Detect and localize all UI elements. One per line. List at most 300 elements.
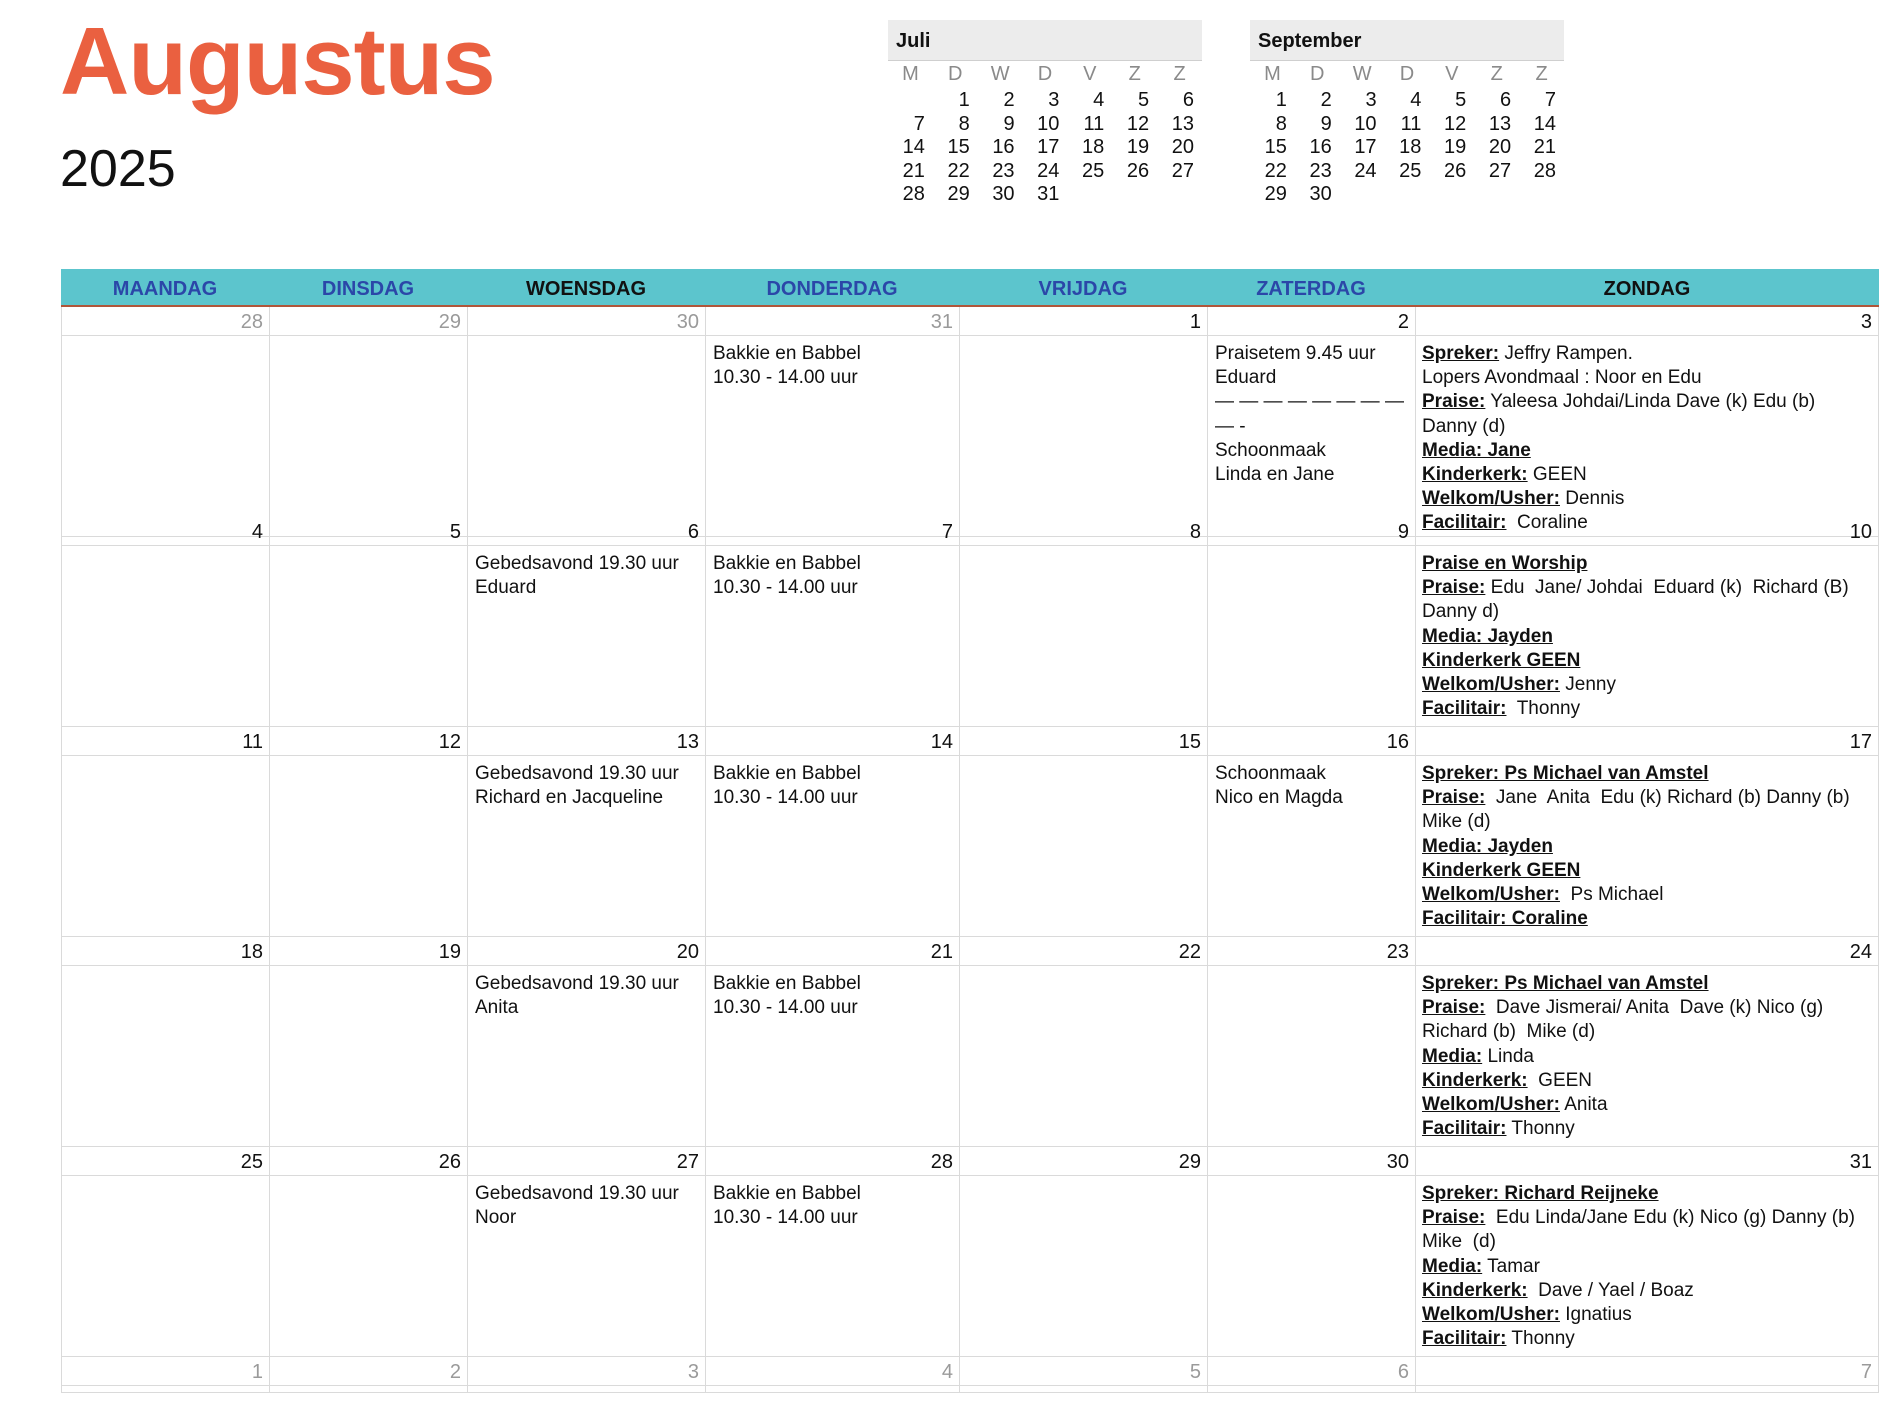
mini-week-row [888, 183, 1202, 207]
schedule-value: GEEN [1527, 1069, 1593, 1091]
day-number: 25 [62, 1147, 269, 1176]
mini-day: 11 [1083, 112, 1105, 135]
day-cell[interactable] [959, 727, 1207, 937]
schedule-value: Edu Jane/ Johdai Eduard (k) Richard (B) Danny d) [1422, 577, 1854, 623]
weekday-maandag: MAANDAG [112, 278, 218, 300]
schedule-role: Welkom/Usher: [1422, 488, 1560, 510]
schedule-line [1422, 972, 1874, 996]
mini-weekday-label: D [1310, 63, 1325, 85]
mini-day: 5 [1138, 89, 1150, 111]
schedule-line [1422, 439, 1874, 463]
mini-weekday-label: D [1037, 63, 1053, 85]
day-cell[interactable] [705, 307, 959, 537]
schedule-role: Facilitair: [1422, 512, 1507, 534]
sunday-schedule [1416, 336, 1878, 536]
mini-day: 27 [1171, 159, 1194, 182]
mini-calendar-title: September [1250, 20, 1564, 61]
event-text [960, 546, 1207, 552]
mini-day: 17 [1037, 136, 1060, 159]
event-text [270, 1176, 467, 1182]
day-number: 29 [270, 307, 467, 336]
mini-day: 1 [1275, 89, 1287, 111]
schedule-role: Kinderkerk: [1422, 1279, 1528, 1301]
schedule-value: Jane Anita Edu (k) Richard (b) Danny (b) Mike (d) [1422, 787, 1855, 833]
mini-day: 7 [913, 112, 925, 135]
schedule-line [1422, 786, 1874, 834]
day-cell[interactable] [1207, 1357, 1415, 1393]
mini-weekday-label: W [990, 63, 1010, 85]
day-cell[interactable] [705, 1357, 959, 1393]
schedule-value: Thonny [1506, 1328, 1575, 1350]
day-number: 5 [960, 1357, 1207, 1386]
schedule-role: Facilitair: [1422, 698, 1507, 720]
schedule-role: Praise: [1422, 787, 1486, 809]
mini-week-row [888, 89, 1202, 113]
schedule-role: Media: Jayden [1422, 625, 1553, 647]
day-cell[interactable] [1415, 1147, 1879, 1357]
event-text [62, 336, 269, 342]
schedule-line [1422, 697, 1874, 721]
mini-day: 16 [992, 136, 1015, 159]
schedule-line [1422, 1279, 1874, 1303]
schedule-line [1422, 1069, 1874, 1093]
event-text [270, 756, 467, 762]
day-number: 18 [62, 937, 269, 966]
mini-day [1385, 183, 1430, 207]
mini-day: 6 [1500, 89, 1512, 111]
event-text: Bakkie en Babbel 10.30 - 14.00 uur [713, 763, 861, 809]
day-number: 11 [62, 727, 269, 756]
mini-day: 19 [1444, 136, 1467, 159]
event-text: Gebedsavond 19.30 uur Eduard [475, 553, 679, 599]
mini-week-row [888, 136, 1202, 160]
schedule-role: Kinderkerk: [1422, 1069, 1528, 1091]
event-text [270, 966, 467, 972]
schedule-value: Thonny [1506, 698, 1581, 720]
day-cell[interactable] [467, 517, 705, 727]
mini-day [1340, 183, 1385, 207]
mini-week-row [1250, 136, 1564, 160]
mini-day: 5 [1455, 89, 1467, 111]
mini-day: 10 [1037, 112, 1060, 135]
event-text [1208, 546, 1415, 552]
day-cell[interactable] [959, 1147, 1207, 1357]
mini-day: 22 [1264, 159, 1287, 182]
mini-week-row [888, 160, 1202, 184]
weekday-zaterdag: ZATERDAG [1256, 278, 1366, 300]
mini-day: 16 [1309, 136, 1332, 159]
day-number: 14 [706, 727, 959, 756]
mini-day: 18 [1082, 136, 1105, 159]
weekday-vrijdag: VRIJDAG [1038, 278, 1128, 300]
mini-day: 4 [1410, 89, 1422, 111]
mini-day [1157, 183, 1202, 207]
event-text [468, 336, 705, 342]
schedule-value: Dennis [1559, 488, 1625, 510]
schedule-value: Edu Linda/Jane Edu (k) Nico (g) Danny (b) Mike (d) [1422, 1207, 1866, 1253]
mini-day: 23 [992, 159, 1015, 182]
day-cell[interactable] [1207, 1147, 1415, 1357]
schedule-role: Praise: [1422, 1207, 1486, 1229]
mini-day [1067, 183, 1112, 207]
day-cell[interactable] [1415, 1357, 1879, 1393]
schedule-line [1422, 390, 1874, 438]
day-cell[interactable] [269, 937, 467, 1147]
mini-weekday-label: Z [1535, 63, 1548, 85]
schedule-line [1422, 552, 1874, 576]
day-number: 1 [62, 1357, 269, 1386]
day-number: 6 [1208, 1357, 1415, 1386]
schedule-value: GEEN [1527, 464, 1587, 486]
mini-day: 29 [1264, 183, 1287, 206]
schedule-role: Spreker: Ps Michael van Amstel [1422, 973, 1709, 994]
schedule-role: Welkom/Usher: [1422, 1304, 1560, 1326]
day-cell[interactable] [959, 517, 1207, 727]
schedule-role: Media: Jayden [1422, 835, 1553, 857]
schedule-value: Dave Jismerai/ Anita Dave (k) Nico (g) Richard (b) Mike (d) [1422, 997, 1829, 1043]
mini-weekday-label: V [1083, 63, 1097, 85]
schedule-line [1422, 366, 1874, 390]
day-number: 24 [1416, 937, 1878, 966]
event-text [62, 1176, 269, 1182]
week-row [61, 307, 1879, 534]
sunday-schedule [1416, 1176, 1878, 1351]
mini-weekday-label: M [1264, 63, 1281, 85]
schedule-role: Kinderkerk: [1422, 464, 1528, 486]
schedule-role: Welkom/Usher: [1422, 884, 1560, 906]
mini-day: 21 [902, 159, 925, 182]
mini-day: 30 [992, 183, 1015, 206]
schedule-line [1422, 762, 1874, 786]
schedule-role: Spreker: Ps Michael van Amstel [1422, 763, 1709, 784]
schedule-line [1422, 996, 1874, 1044]
event-text: Schoonmaak Nico en Magda [1215, 763, 1343, 809]
day-cell[interactable] [1415, 937, 1879, 1147]
mini-day: 26 [1444, 159, 1467, 182]
day-cell[interactable] [959, 1357, 1207, 1393]
weekday-header [61, 269, 1879, 307]
weekday-donderdag: DONDERDAG [766, 278, 898, 300]
mini-weekday-label: Z [1173, 63, 1186, 85]
mini-day [888, 89, 933, 113]
schedule-role: Media: [1422, 1045, 1483, 1067]
day-cell[interactable] [61, 1357, 269, 1393]
day-number: 6 [468, 517, 705, 546]
day-number: 2 [270, 1357, 467, 1386]
mini-day: 11 [1400, 112, 1422, 135]
day-number: 30 [1208, 1147, 1415, 1176]
schedule-value: Ignatius [1559, 1304, 1632, 1326]
day-number: 7 [1416, 1357, 1878, 1386]
mini-day: 26 [1126, 159, 1150, 182]
event-text: Bakkie en Babbel 10.30 - 14.00 uur [713, 973, 861, 1019]
mini-calendar-weekdays [888, 61, 1202, 85]
mini-day [1112, 183, 1157, 207]
mini-day: 13 [1488, 112, 1512, 135]
schedule-role: Welkom/Usher: [1422, 1094, 1560, 1116]
mini-day [1429, 183, 1474, 207]
day-number: 8 [960, 517, 1207, 546]
schedule-value: Dave / Yael / Boaz [1527, 1279, 1694, 1301]
event-text: Gebedsavond 19.30 uur Richard en Jacqueline [475, 763, 679, 809]
event-text [960, 336, 1207, 342]
day-cell[interactable] [467, 937, 705, 1147]
schedule-role: Kinderkerk GEEN [1422, 649, 1581, 671]
event-text [270, 546, 467, 552]
day-number: 13 [468, 727, 705, 756]
event-text [960, 1386, 1207, 1392]
week-row [61, 937, 1879, 1147]
event-text: Bakkie en Babbel 10.30 - 14.00 uur [713, 343, 861, 389]
day-number: 1 [960, 307, 1207, 336]
mini-day: 25 [1082, 159, 1105, 182]
schedule-value: Jenny [1559, 674, 1616, 696]
day-cell[interactable] [269, 1147, 467, 1357]
event-text [960, 1176, 1207, 1182]
day-cell[interactable] [1207, 517, 1415, 727]
mini-day: 2 [1320, 89, 1332, 111]
mini-day: 24 [1354, 159, 1377, 182]
schedule-line [1422, 649, 1874, 673]
day-number: 19 [270, 937, 467, 966]
day-number: 9 [1208, 517, 1415, 546]
schedule-role: Welkom/Usher: [1422, 674, 1560, 696]
day-number: 28 [706, 1147, 959, 1176]
day-number: 29 [960, 1147, 1207, 1176]
schedule-line [1422, 1303, 1874, 1327]
day-cell[interactable] [1207, 727, 1415, 937]
mini-day: 28 [1533, 159, 1556, 182]
year-title: 2025 [60, 140, 176, 198]
schedule-line [1422, 342, 1874, 366]
day-cell[interactable] [467, 307, 705, 537]
mini-weekday-label: D [948, 63, 963, 85]
event-text [62, 966, 269, 972]
week-row [61, 517, 1879, 727]
day-number: 4 [62, 517, 269, 546]
schedule-role: Facilitair: [1422, 1328, 1507, 1350]
mini-calendar-weekdays [1250, 61, 1564, 85]
mini-week-row [1250, 183, 1564, 207]
mini-day: 9 [1003, 112, 1015, 135]
schedule-line [1422, 1093, 1874, 1117]
schedule-role: Media: Jane [1422, 439, 1531, 461]
event-text: Gebedsavond 19.30 uur Noor [475, 1183, 679, 1229]
event-text [706, 1386, 959, 1392]
day-number: 4 [706, 1357, 959, 1386]
sunday-schedule [1416, 756, 1878, 931]
day-number: 31 [1416, 1147, 1878, 1176]
day-cell[interactable] [1207, 307, 1415, 537]
schedule-value: Linda [1482, 1045, 1534, 1067]
schedule-value: Anita [1559, 1094, 1608, 1116]
mini-calendar-title: Juli [888, 20, 1202, 61]
schedule-line [1422, 487, 1874, 511]
event-text [468, 1386, 705, 1392]
mini-week-row [1250, 113, 1564, 137]
schedule-value: Coraline [1506, 512, 1588, 534]
schedule-role: Praise en Worship [1422, 553, 1588, 574]
day-cell[interactable] [1415, 517, 1879, 727]
schedule-role: Facilitair: [1422, 1118, 1507, 1140]
mini-weekday-label: W [1352, 63, 1372, 85]
event-text: Bakkie en Babbel 10.30 - 14.00 uur [713, 1183, 861, 1229]
day-number: 23 [1208, 937, 1415, 966]
mini-day: 22 [947, 159, 970, 182]
schedule-role: Praise: [1422, 391, 1486, 413]
month-title: Augustus [60, 8, 495, 115]
day-cell[interactable] [705, 517, 959, 727]
day-number: 22 [960, 937, 1207, 966]
day-cell[interactable] [467, 727, 705, 937]
event-text [270, 336, 467, 342]
week-row [61, 1357, 1879, 1385]
mini-day: 15 [1264, 136, 1287, 159]
mini-week-row [888, 113, 1202, 137]
mini-day: 12 [1126, 112, 1150, 135]
day-cell[interactable] [467, 1147, 705, 1357]
event-text [62, 1386, 269, 1392]
schedule-value: Lopers Avondmaal : Noor en Edu [1422, 367, 1702, 389]
day-cell[interactable] [705, 1147, 959, 1357]
mini-day: 9 [1320, 112, 1332, 135]
event-text: Praisetem 9.45 uur Eduard — — — — — — — — — - Schoonmaak Linda en Jane [1215, 343, 1404, 486]
day-number: 2 [1208, 307, 1415, 336]
schedule-value: Yaleesa Johdai/Linda Dave (k) Edu (b) Danny (d) [1422, 391, 1821, 437]
schedule-role: Media: [1422, 1255, 1483, 1277]
mini-calendar-september [1250, 20, 1564, 207]
mini-week-row [1250, 160, 1564, 184]
event-text [1208, 966, 1415, 972]
mini-day: 13 [1171, 112, 1194, 135]
week-row [61, 727, 1879, 937]
schedule-role: Facilitair: Coraline [1422, 908, 1588, 930]
weekday-zondag: ZONDAG [1603, 278, 1691, 300]
schedule-line [1422, 1255, 1874, 1279]
mini-day: 20 [1171, 136, 1194, 159]
day-cell[interactable] [269, 1357, 467, 1393]
day-cell[interactable] [61, 727, 269, 937]
mini-day: 8 [958, 112, 970, 135]
mini-day [1519, 183, 1564, 207]
mini-day: 30 [1309, 183, 1332, 206]
mini-day: 14 [1533, 112, 1556, 135]
sunday-schedule [1416, 966, 1878, 1141]
event-text [1416, 1386, 1878, 1392]
event-text: Gebedsavond 19.30 uur Anita [475, 973, 679, 1019]
schedule-line [1422, 883, 1874, 907]
mini-weekday-label: Z [1490, 63, 1503, 85]
mini-day: 3 [1048, 89, 1060, 111]
day-number: 7 [706, 517, 959, 546]
schedule-role: Praise: [1422, 577, 1486, 599]
mini-day: 28 [902, 183, 925, 206]
schedule-line [1422, 463, 1874, 487]
schedule-role: Spreker: Richard Reijneke [1422, 1183, 1659, 1204]
schedule-role: Kinderkerk GEEN [1422, 859, 1581, 881]
mini-day: 20 [1488, 136, 1512, 159]
day-cell[interactable] [705, 727, 959, 937]
schedule-line [1422, 625, 1874, 649]
schedule-line [1422, 576, 1874, 624]
day-number: 21 [706, 937, 959, 966]
event-text [1208, 1176, 1415, 1182]
day-number: 16 [1208, 727, 1415, 756]
month-grid [61, 269, 1879, 1385]
mini-day: 27 [1488, 159, 1512, 182]
day-cell[interactable] [61, 517, 269, 727]
schedule-line [1422, 907, 1874, 931]
event-text [960, 756, 1207, 762]
mini-week-row [1250, 89, 1564, 113]
day-cell[interactable] [269, 727, 467, 937]
event-text [270, 1386, 467, 1392]
day-cell[interactable] [61, 1147, 269, 1357]
schedule-value: Thonny [1506, 1118, 1575, 1140]
schedule-line [1422, 1327, 1874, 1351]
event-text [62, 546, 269, 552]
mini-day: 12 [1444, 112, 1467, 135]
mini-day: 7 [1544, 89, 1556, 111]
day-cell[interactable] [1415, 727, 1879, 937]
mini-day: 21 [1533, 136, 1556, 159]
day-number: 31 [706, 307, 959, 336]
schedule-line [1422, 673, 1874, 697]
day-number: 27 [468, 1147, 705, 1176]
day-cell[interactable] [269, 307, 467, 537]
day-cell[interactable] [1415, 307, 1879, 537]
day-number: 26 [270, 1147, 467, 1176]
mini-weekday-label: M [902, 63, 919, 85]
mini-calendar-days [888, 89, 1202, 207]
mini-day [1474, 183, 1519, 207]
event-text: Bakkie en Babbel 10.30 - 14.00 uur [713, 553, 861, 599]
event-text [960, 966, 1207, 972]
day-cell[interactable] [1207, 937, 1415, 1147]
day-cell[interactable] [959, 937, 1207, 1147]
day-cell[interactable] [269, 517, 467, 727]
schedule-value: Tamar [1482, 1255, 1540, 1277]
event-text [1208, 1386, 1415, 1392]
mini-day: 23 [1309, 159, 1332, 182]
day-number: 30 [468, 307, 705, 336]
mini-day: 10 [1354, 112, 1377, 135]
mini-day: 19 [1126, 136, 1150, 159]
mini-day: 15 [947, 136, 970, 159]
schedule-line [1422, 1045, 1874, 1069]
mini-day: 17 [1354, 136, 1377, 159]
day-number: 12 [270, 727, 467, 756]
day-number: 28 [62, 307, 269, 336]
schedule-line [1422, 835, 1874, 859]
schedule-role: Spreker: [1422, 343, 1500, 364]
day-cell[interactable] [705, 937, 959, 1147]
day-cell[interactable] [61, 307, 269, 537]
schedule-line [1422, 1182, 1874, 1206]
day-number: 15 [960, 727, 1207, 756]
day-number: 3 [1416, 307, 1878, 336]
day-cell[interactable] [61, 937, 269, 1147]
mini-day: 4 [1093, 89, 1105, 111]
weekday-dinsdag: DINSDAG [321, 278, 415, 300]
mini-calendar-juli [888, 20, 1202, 207]
day-cell[interactable] [467, 1357, 705, 1393]
day-cell[interactable] [959, 307, 1207, 537]
day-number: 10 [1416, 517, 1878, 546]
mini-day: 31 [1037, 183, 1060, 206]
mini-day: 18 [1399, 136, 1422, 159]
schedule-role: Praise: [1422, 997, 1486, 1019]
